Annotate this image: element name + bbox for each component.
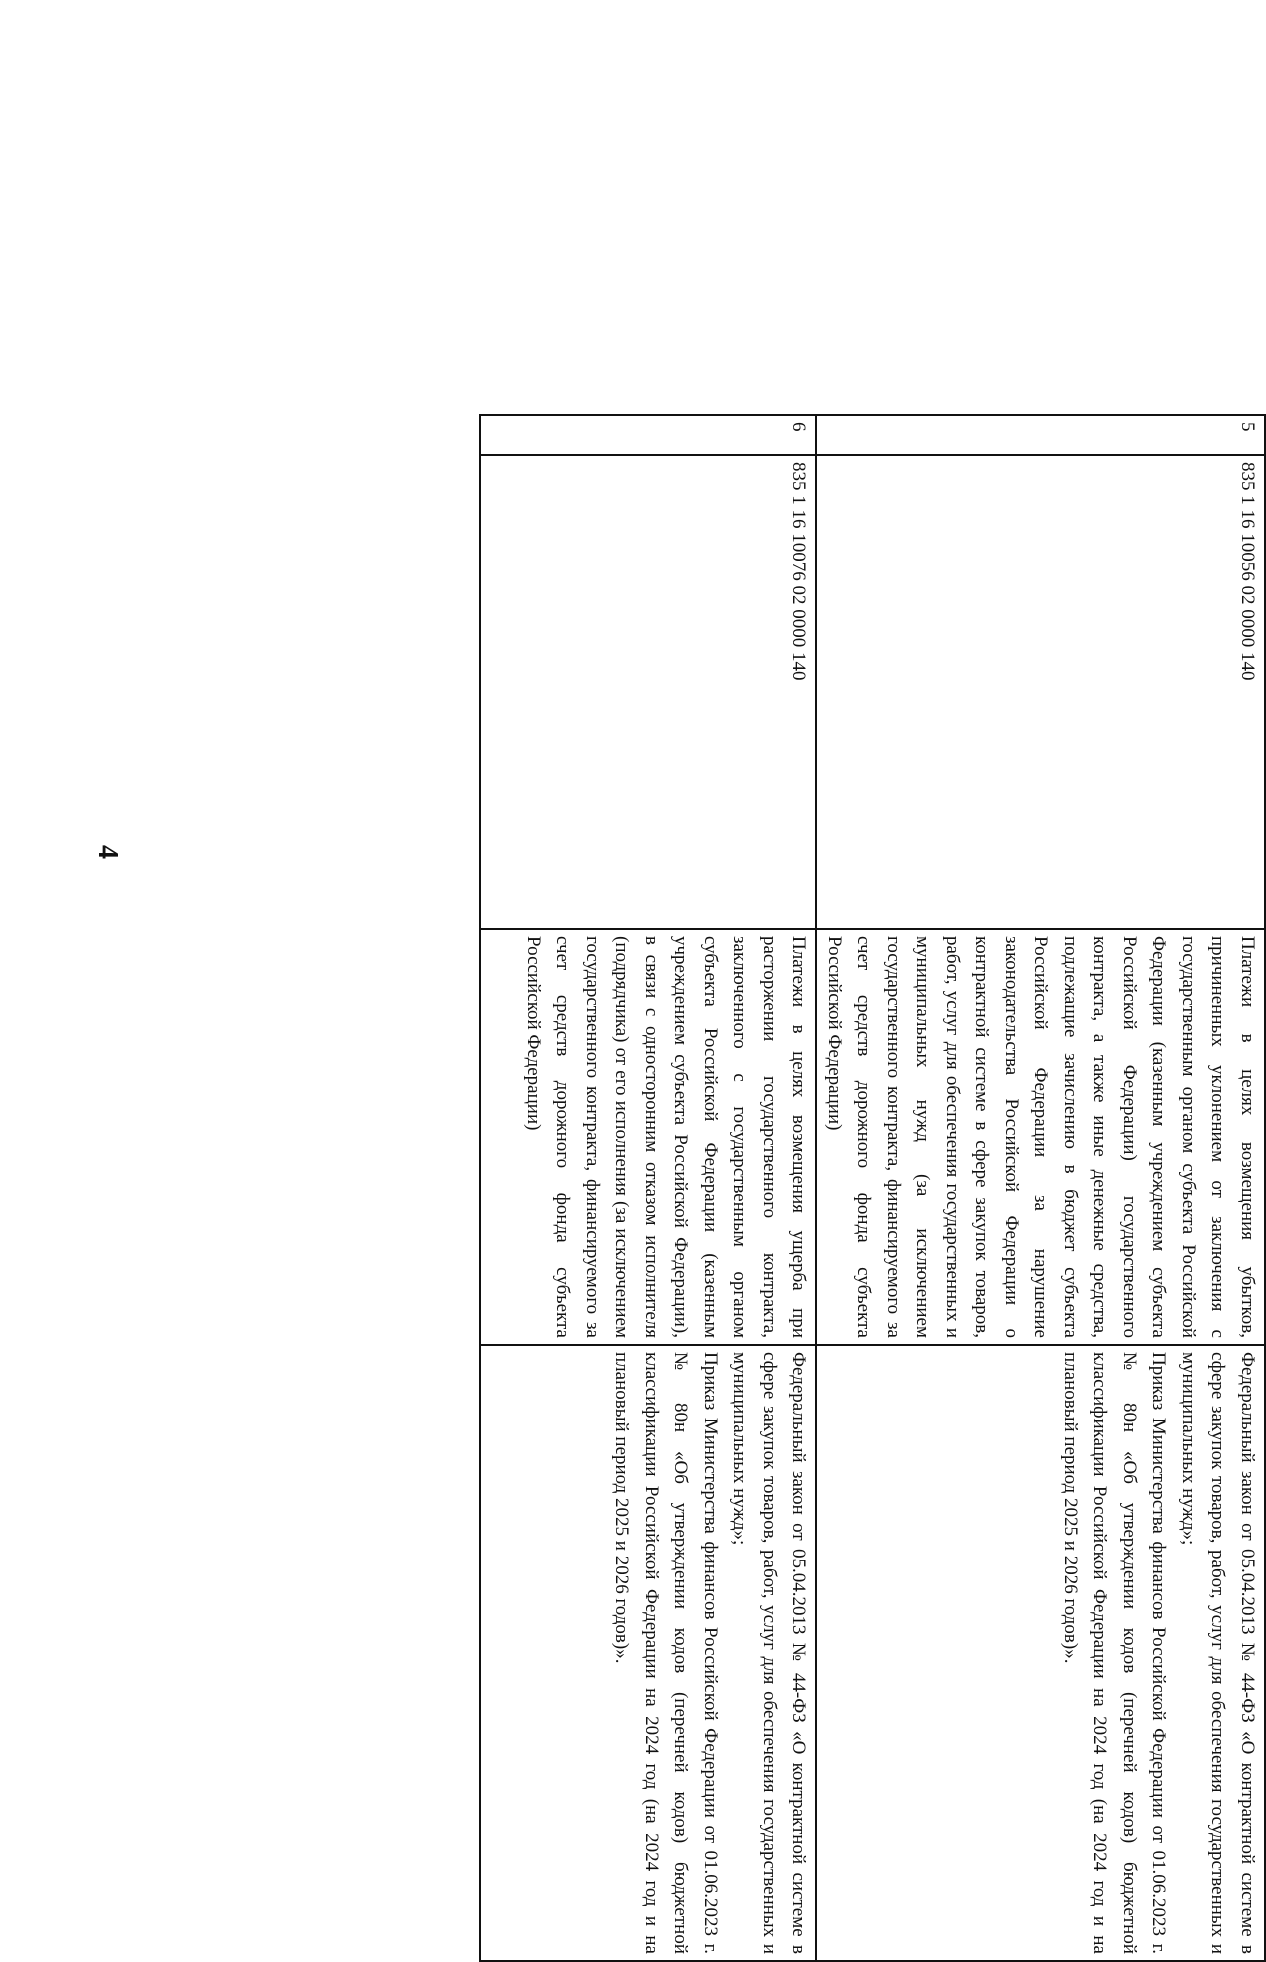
budget-code-cell: 835 1 16 10076 02 0000 140 [481,455,817,929]
table-row [481,415,817,1961]
row-number-cell: 5 [817,415,1266,455]
rotated-table-container [558,414,1266,1962]
legal-basis-order: Приказ Министерства финансов Российской Федерации от 01.06.2023 г. № 80н «Об утверждении кодов (перечней кодов) бюджетной классификации Российской Федерации на 2024 год (на 2024 год и на плановый период 2025 и 2026 годов)». [607,1352,725,1954]
legal-basis-cell [817,1345,1266,1961]
income-name-cell: Платежи в целях возмещения ущерба при расторжении государственного контракта, заключенного с государственным органом субъекта Российской Федерации (казенным учреждением субъекта Российской Федерации), в связи с односторонним отказом исполнителя (подрядчика) от его исполнения (за исключением государственного контракта, финансируемого за счет средств дорожного фонда субъекта Российской Федерации) [481,929,817,1345]
page-number: 4 [91,845,123,859]
budget-code-cell: 835 1 16 10056 02 0000 140 [817,455,1266,929]
income-name-cell: Платежи в целях возмещения убытков, причиненных уклонением от заключения с государственным органом субъекта Российской Федерации (казенным учреждением субъекта Российской Федерации) государственного контракта, а также иные денежные средства, подлежащие зачислению в бюджет субъекта Российской Федерации за нарушение законодательства Российской Федерации о контрактной системе в сфере закупок товаров, работ, услуг для обеспечения государственных и муниципальных нужд (за исключением государственного контракта, финансируемого за счет средств дорожного фонда субъекта Российской Федерации) [817,929,1266,1345]
row-number-cell: 6 [481,415,817,455]
legal-basis-order: Приказ Министерства финансов Российской Федерации от 01.06.2023 г. № 80н «Об утверждении кодов (перечней кодов) бюджетной классификации Российской Федерации на 2024 год (на 2024 год и на плановый период 2025 и 2026 годов)». [1056,1352,1174,1954]
legal-basis-law: Федеральный закон от 05.04.2013 № 44-ФЗ «О контрактной системе в сфере закупок товаров, работ, услуг для обеспечения государственных и муниципальных нужд»; [1174,1352,1263,1954]
income-codes-table [480,414,1266,1962]
legal-basis-law: Федеральный закон от 05.04.2013 № 44-ФЗ «О контрактной системе в сфере закупок товаров, работ, услуг для обеспечения государственных и муниципальных нужд»; [725,1352,814,1954]
table-row [817,415,1266,1961]
legal-basis-cell [481,1345,817,1961]
